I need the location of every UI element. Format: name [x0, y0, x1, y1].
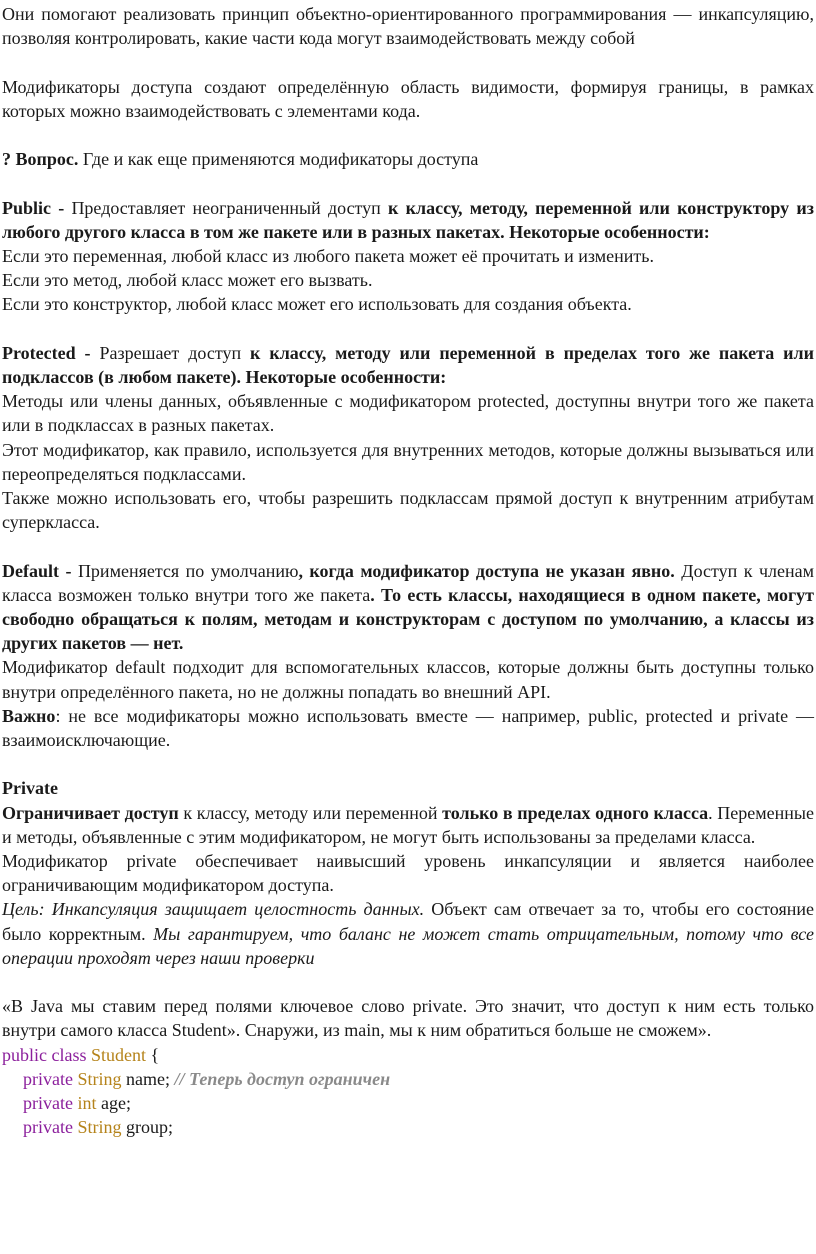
public-bold: к классу, методу, переменной или конструктору из любого другого класса в том же пакете или в разных пакетах. Некоторые особенности:: [2, 197, 814, 242]
protected-item: Этот модификатор, как правило, используется для внутренних методов, которые должны вызываться или переопределяться подклассами.: [2, 439, 814, 484]
private-text-2: . Переменные и методы, объявленные с этим модификатором, не могут быть использованы за пределами класса.: [2, 802, 814, 847]
goal-text: Объект сам отвечает за то, чтобы его состояние было корректным.: [2, 899, 814, 944]
private-paragraph: [2, 801, 814, 849]
private-title: Private: [2, 778, 58, 799]
default-lead: Применяется по умолчанию: [77, 560, 299, 581]
default-paragraph: [2, 559, 814, 656]
protected-lead: Разрешает доступ: [99, 342, 242, 363]
code-class-name: Student: [86, 1044, 146, 1065]
spacer: [2, 317, 814, 341]
public-title: Public -: [2, 197, 72, 218]
private-bold-1: Ограничивает доступ: [2, 802, 179, 823]
spacer: [2, 50, 814, 74]
public-paragraph: [2, 196, 814, 244]
goal-paragraph: [2, 897, 814, 970]
private-bold-2: только в пределах одного класса: [442, 802, 709, 823]
scope-paragraph: Модификаторы доступа создают определённую область видимости, формируя границы, в рамках которых можно взаимодействовать с элементами кода.: [2, 76, 814, 121]
protected-paragraph: [2, 341, 814, 389]
code-line: [2, 1091, 814, 1115]
code-field: group;: [121, 1117, 173, 1138]
code-line: [2, 1115, 814, 1139]
public-lead: Предоставляет неограниченный доступ: [71, 197, 381, 218]
code-brace: {: [146, 1044, 160, 1065]
spacer: [2, 752, 814, 776]
spacer: [2, 970, 814, 994]
spacer: [2, 171, 814, 195]
code-type: String: [72, 1068, 122, 1089]
spacer: [2, 534, 814, 558]
public-item: Если это метод, любой класс может его вызвать.: [2, 270, 373, 291]
default-title: Default -: [2, 560, 78, 581]
code-type: String: [72, 1117, 122, 1138]
public-item: Если это конструктор, любой класс может его использовать для создания объекта.: [2, 294, 632, 315]
code-type: int: [72, 1093, 97, 1114]
intro-paragraph: Они помогают реализовать принцип объектно-ориентированного программирования — инкапсуляцию, позволяя контролировать, какие части кода могут взаимодействовать между собой: [2, 4, 814, 49]
question-text: Где и как еще применяются модификаторы доступа: [78, 149, 479, 170]
private-text-1: к классу, методу или переменной: [178, 802, 443, 823]
code-comment: // Теперь доступ ограничен: [169, 1068, 391, 1089]
default-mid: Доступ к членам класса возможен только внутри того же пакета: [2, 560, 814, 605]
default-bold-1: , когда модификатор доступа не указан явно.: [298, 560, 675, 581]
default-bold-2: . То есть классы, находящиеся в одном пакете, могут свободно обращаться к полям, методам и конструкторам с доступом по умолчанию, а классы из других пакетов — нет.: [2, 584, 814, 654]
protected-title: Protected -: [2, 342, 100, 363]
protected-item: Методы или члены данных, объявленные с модификатором protected, доступны внутри того же пакета или в подклассах в разных пакетах.: [2, 391, 814, 436]
goal-italic: Цель: Инкапсуляция защищает целостность данных.: [2, 899, 425, 920]
java-paragraph: «В Java мы ставим перед полями ключевое слово private. Это значит, что доступ к ним есть только внутри самого класса Student». Снаружи, из main, мы к ним обратиться больше не сможем».: [2, 996, 814, 1041]
important-text: : не все модификаторы можно использовать вместе — например, public, protected и private — взаимоисключающие.: [2, 705, 814, 751]
code-line: [2, 1067, 814, 1091]
code-keyword: private: [23, 1068, 73, 1089]
code-field: age;: [96, 1093, 131, 1114]
goal-italic-2: Мы гарантируем, что баланс не может стать отрицательным, потому что все операции проходят через наши проверки: [2, 923, 814, 968]
code-keyword: public class: [2, 1044, 87, 1065]
protected-bold: к классу, методу или переменной в пределах того же пакета или подклассов (в любом пакете). Некоторые особенности:: [2, 342, 814, 387]
private-usage-paragraph: Модификатор private обеспечивает наивысший уровень инкапсуляции и является наиболее ограничивающим модификатором доступа.: [2, 851, 814, 896]
code-field: name;: [121, 1068, 170, 1089]
code-block: [2, 1043, 814, 1140]
important-paragraph: [2, 704, 814, 752]
important-label: Важно: [2, 705, 56, 726]
default-usage-paragraph: Модификатор default подходит для вспомогательных классов, которые должны быть доступны только внутри определённого пакета, но не должны попадать во внешний API.: [2, 657, 814, 702]
question-label: ? Вопрос.: [2, 149, 79, 170]
protected-item: Также можно использовать его, чтобы разрешить подклассам прямой доступ к внутренним атрибутам суперкласса.: [2, 488, 814, 533]
code-line: [2, 1043, 814, 1067]
question-line: [2, 147, 814, 171]
code-keyword: private: [23, 1093, 73, 1114]
spacer: [2, 123, 814, 147]
code-keyword: private: [23, 1117, 73, 1138]
public-item: Если это переменная, любой класс из любого пакета может её прочитать и изменить.: [2, 245, 654, 266]
